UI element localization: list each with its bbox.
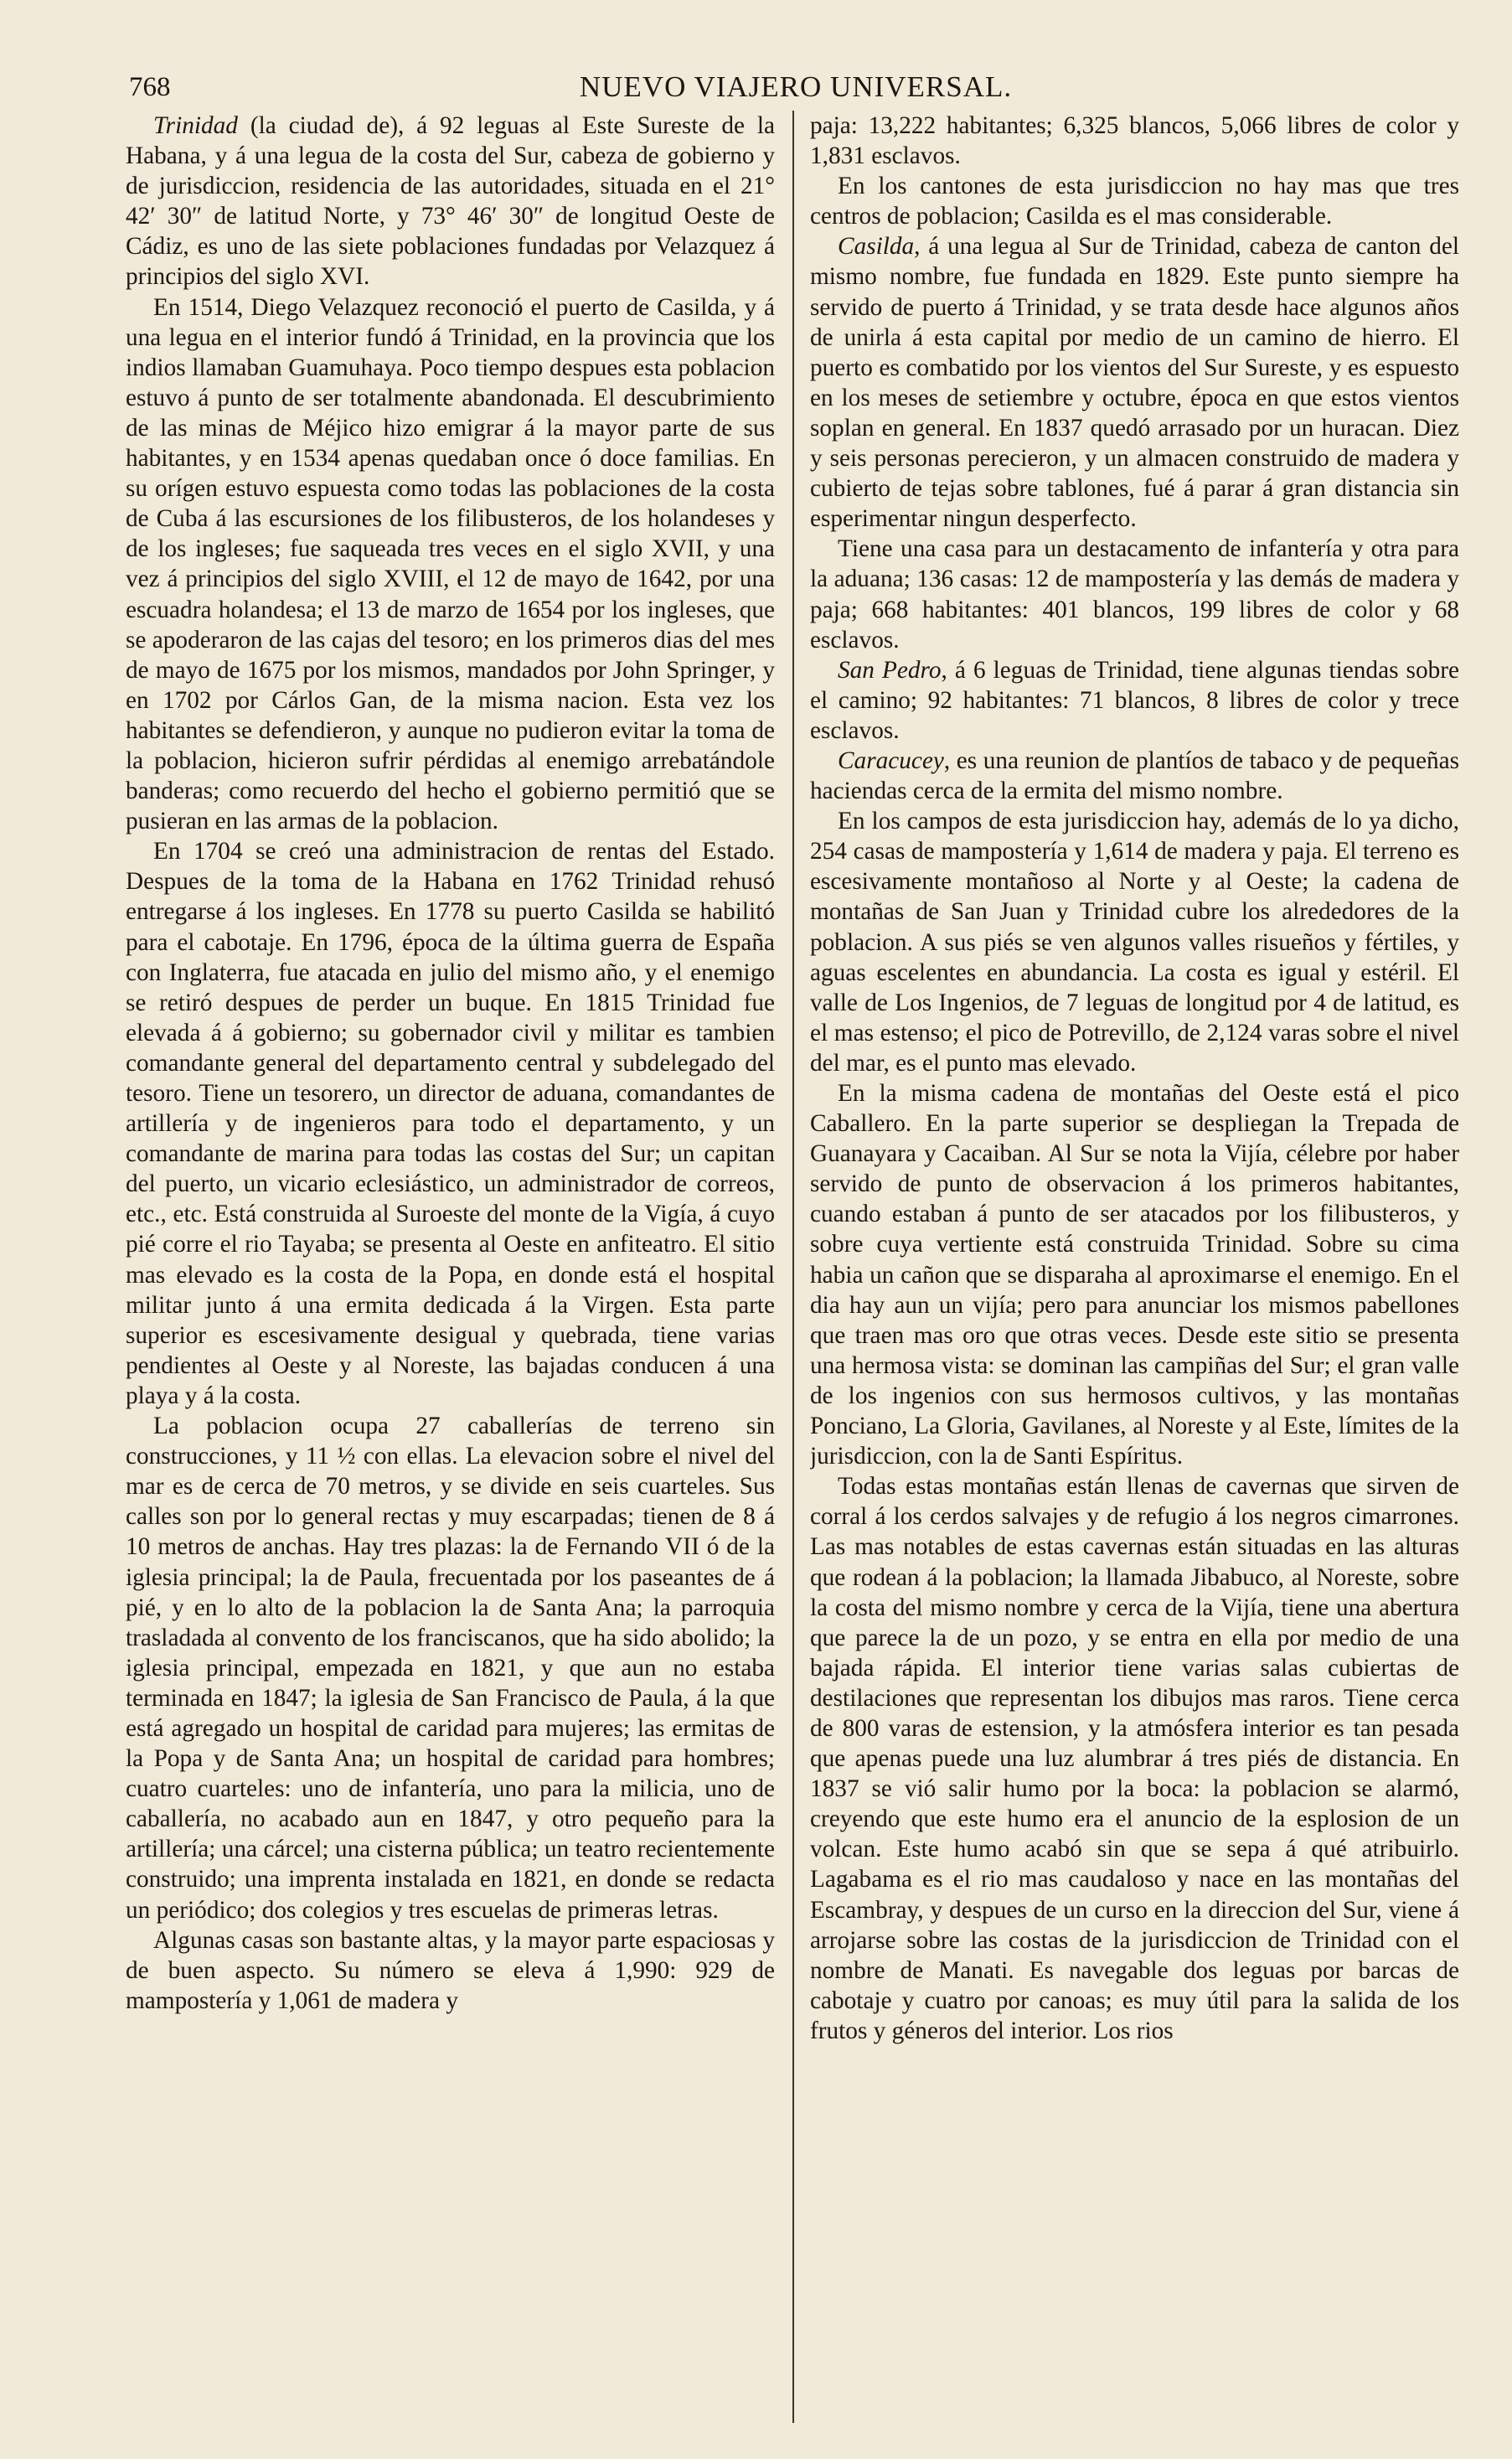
right-column-paragraph (810, 534, 1459, 654)
place-name: Trinidad (153, 112, 238, 139)
paragraph-text: Tiene una casa para un destacamento de infantería y otra para la aduana; 136 casas: 12 de mampostería y las demás de madera y paja; 668 habitantes: 401 blancos, 199 libres de color y 68 esclavos. (810, 535, 1459, 653)
right-column-paragraph (810, 806, 1459, 1078)
paragraph-text: , es una reunion de plantíos de tabaco y de pequeñas haciendas cerca de la ermita del mismo nombre. (810, 746, 1459, 805)
place-name: Casilda (838, 233, 915, 261)
paragraph-text: Todas estas montañas están llenas de cavernas que sirven de corral á los cerdos salvajes y de refugio á los negros cimarrones. Las mas notables de estas cavernas están situadas en las alturas que rodean á la poblacion; la llamada Jibabuco, al Noreste, sobre la costa del mismo nombre y cerca de la Vijía, tiene una abertura que parece la de un pozo, y se entra en ella por medio de una bajada rápida. El interior tiene varias salas cubiertas de destilaciones que representan los dibujos mas raros. Tiene cerca de 800 varas de estension, y la atmósfera interior es tan pesada que apenas puede una luz alumbrar á tres piés de distancia. En 1837 se vió salir humo por la boca: la poblacion se alarmó, creyendo que este humo era el anuncio de la esplosion de un volcan. Este humo acabó sin que se sepa á qué atribuirlo. Lagabama es el rio mas caudaloso y nace en las montañas del Escambray, y despues de un curso en la direccion del Sur, viene á arrojarse sobre las costas de la jurisdiccion de Trinidad con el nombre de Manati. Es navegable dos leguas por barcas de cabotaje y cuatro por canoas; es muy útil para la salida de los frutos y géneros del interior. Los rios (810, 1473, 1459, 2044)
paragraph-text: , á 6 leguas de Trinidad, tiene algunas tiendas sobre el camino; 92 habitantes: 71 blancos, 8 libres de color y trece esclavos. (810, 656, 1459, 744)
paragraph-text: La poblacion ocupa 27 caballerías de terreno sin construcciones, y 11 ½ con ellas. La elevacion sobre el nivel del mar es de cerca de 70 metros, y se divide en seis cuarteles. Sus calles son por lo general rectas y muy escarpadas; tienen de 8 á 10 metros de anchas. Hay tres plazas: la de Fernando VII ó de la iglesia principal; la de Paula, frecuentada por los paseantes de á pié, y en lo alto de la poblacion la de Santa Ana; la parroquia trasladada al convento de los franciscanos, que ha sido abolido; la iglesia principal, empezada en 1821, y que aun no estaba terminada en 1847; la iglesia de San Francisco de Paula, á la que está agregado un hospital de caridad para mujeres; las ermitas de la Popa y de Santa Ana; un hospital de caridad para hombres; cuatro cuarteles: uno de infantería, uno para la milicia, uno de caballería, no acabado aun en 1847, y otro pequeño para la artillería; una cárcel; una cisterna pública; un teatro recientemente construido; una imprenta instalada en 1821, en donde se redacta un periódico; dos colegios y tres escuelas de primeras letras. (126, 1413, 775, 1924)
paragraph-text: Algunas casas son bastante altas, y la mayor parte espaciosas y de buen aspecto. Su número se eleva á 1,990: 929 de mampostería y 1,061 de madera y (126, 1926, 775, 2014)
right-column-paragraph (810, 655, 1459, 746)
paragraph-text: En los cantones de esta jurisdiccion no hay mas que tres centros de poblacion; Casilda es el mas considerable. (810, 173, 1459, 230)
right-column (810, 111, 1459, 2423)
left-column-paragraph (126, 111, 775, 292)
left-column (126, 111, 775, 2423)
running-title: NUEVO VIAJERO UNIVERSAL. (579, 70, 1013, 103)
paragraph-text: En la misma cadena de montañas del Oeste está el pico Caballero. En la parte superior se despliegan la Trepada de Guanayara y Cacaiban. Al Sur se nota la Vijía, célebre por haber servido de punto de observacion á los primeros habitantes, cuando estaban á punto de ser atacados por los filibusteros, y sobre cuya vertiente está construida Trinidad. Sobre su cima habia un cañon que se disparaha al aproximarse el enemigo. En el dia hay aun un vijía; pero para anunciar los mismos pabellones que traen mas oro que otras veces. Desde este sitio se presenta una hermosa vista: se dominan las campiñas del Sur; el gran valle de los ingenios con sus hermosos cultivos, y las montañas Ponciano, La Gloria, Gavilanes, al Noreste y al Este, límites de la jurisdiccion, con la de Santi Espíritus. (810, 1080, 1459, 1470)
left-column-paragraph (126, 292, 775, 837)
page-number: 768 (129, 72, 171, 102)
place-name: San Pedro (838, 656, 942, 684)
page-header (126, 69, 1466, 109)
left-column-paragraph (126, 1411, 775, 1925)
right-column-paragraph (810, 231, 1459, 534)
left-column-paragraph (126, 1925, 775, 2016)
paragraph-text: En los campos de esta jurisdiccion hay, además de lo ya dicho, 254 casas de mampostería y 1,614 de madera y paja. El terreno es escesivamente montañoso al Norte y al Oeste; la cadena de montañas de San Juan y Trinidad cubre los alrededores de la poblacion. A sus piés se ven algunos valles risueños y fértiles, y aguas escelentes en abundancia. La costa es igual y estéril. El valle de Los Ingenios, de 7 leguas de longitud por 4 de latitud, es el mas estenso; el pico de Potrevillo, de 2,124 varas sobre el nivel del mar, es el punto mas elevado. (810, 808, 1459, 1077)
paragraph-text: paja: 13,222 habitantes; 6,325 blancos, 5,066 libres de color y 1,831 esclavos. (810, 112, 1459, 170)
column-divider (792, 111, 794, 2423)
paragraph-text: En 1704 se creó una administracion de rentas del Estado. Despues de la toma de la Habana en 1762 Trinidad rehusó entregarse á los ingleses. En 1778 su puerto Casilda se habilitó para el cabotaje. En 1796, época de la última guerra de España con Inglaterra, fue atacada en julio del mismo año, y el enemigo se retiró despues de perder un buque. En 1815 Trinidad fue elevada á á gobierno; su gobernador civil y militar es tambien comandante general del departamento central y subdelegado del tesoro. Tiene un tesorero, un director de aduana, comandantes de artillería y de ingenieros para todo el departamento, y un comandante de marina para todas las costas del Sur; un capitan del puerto, un vicario eclesiástico, un administrador de correos, etc., etc. Está construida al Suroeste del monte de la Vigía, á cuyo pié corre el rio Tayaba; se presenta al Oeste en anfiteatro. El sitio mas elevado es la costa de la Popa, en donde está el hospital militar junto á una ermita dedicada á la Virgen. Esta parte superior es escesivamente desigual y quebrada, tiene varias pendientes al Oeste y al Noreste, las bajadas conducen á una playa y á la costa. (126, 838, 775, 1409)
paragraph-text: , á una legua al Sur de Trinidad, cabeza de canton del mismo nombre, fue fundada en 1829. Este punto siempre ha servido de puerto á Trinidad, y se trata desde hace algunos años de unirla á esta capital por medio de un camino de hierro. El puerto es combatido por los vientos del Sur Sureste, y es espuesto en los meses de setiembre y octubre, época en que estos vientos soplan en general. En 1837 quedó arrasado por un huracan. Diez y seis personas perecieron, y un almacen construido de madera y cubierto de tejas sobre tablones, fué á parar á gran distancia sin esperimentar ningun desperfecto. (810, 233, 1459, 533)
right-column-paragraph (810, 171, 1459, 231)
left-column-paragraph (126, 836, 775, 1411)
paragraph-text: En 1514, Diego Velazquez reconoció el puerto de Casilda, y á una legua en el interior fundó á Trinidad, en la provincia que los indios llamaban Guamuhaya. Poco tiempo despues esta poblacion estuvo á punto de ser totalmente abandonada. El descubrimiento de las minas de Méjico hizo emigrar á la mayor parte de sus habitantes, y en 1534 apenas quedaban once ó doce familias. En su orígen estuvo espuesta como todas las poblaciones de la costa de Cuba á las escursiones de los filibusteros, de los holandeses y de los ingleses; fue saqueada tres veces en el siglo XVII, y una vez á principios del siglo XVIII, el 12 de mayo de 1642, por una escuadra holandesa; el 13 de marzo de 1654 por los ingleses, que se apoderaron de las cajas del tesoro; en los primeros dias del mes de mayo de 1675 por los mismos, mandados por John Springer, y en 1702 por Cárlos Gan, de la misma nacion. Esta vez los habitantes se defendieron, y aunque no pudieron evitar la toma de la poblacion, hicieron sufrir pérdidas al enemigo arrebatándole banderas; como recuerdo del hecho el gobierno permitió que se pusieran en las armas de la poblacion. (126, 293, 775, 835)
right-column-paragraph (810, 1078, 1459, 1471)
place-name: Caracucey (838, 746, 944, 774)
right-column-paragraph (810, 111, 1459, 171)
right-column-paragraph (810, 1471, 1459, 2046)
paragraph-text: (la ciudad de), á 92 leguas al Este Sureste de la Habana, y á una legua de la costa del Sur, cabeza de gobierno y de jurisdiccion, residencia de las autoridades, situada en el 21° 42′ 30″ de latitud Norte, y 73° 46′ 30″ de longitud Oeste de Cádiz, es uno de las siete poblaciones fundadas por Velazquez á principios del siglo XVI. (126, 112, 775, 291)
right-column-paragraph (810, 746, 1459, 806)
